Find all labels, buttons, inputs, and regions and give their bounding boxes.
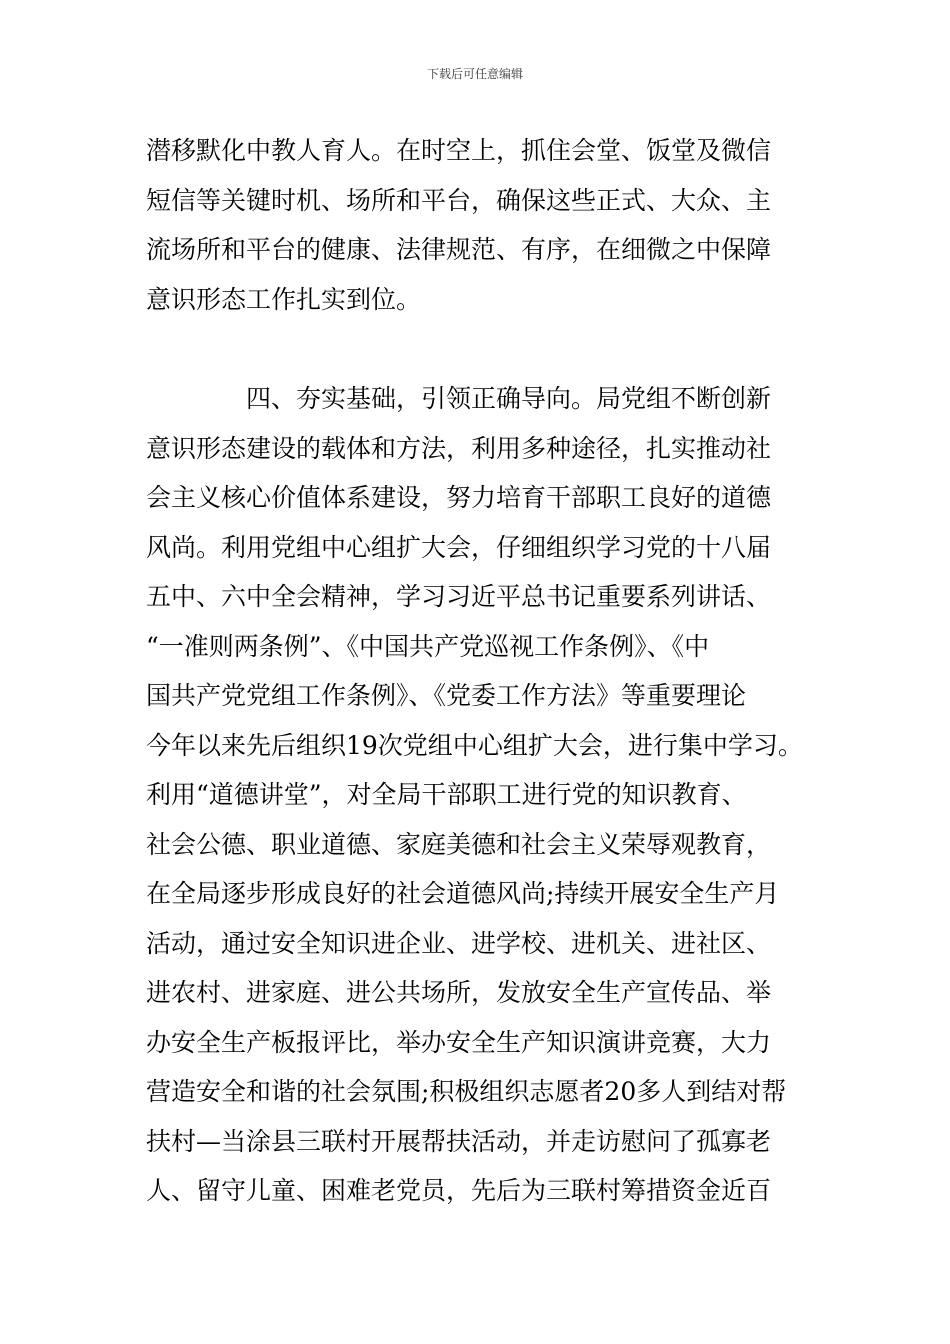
text-line: 今年以来先后组织19次党组中心组扩大会，进行集中学习。 [146,730,803,760]
text-line: 意识形态建设的载体和方法，利用多种途径，扎实推动社 [146,433,772,463]
text-line: 国共产党党组工作条例》、《党委工作方法》等重要理论 [146,681,747,710]
text-line: 营造安全和谐的社会氛围;积极组织志愿者20多人到结对帮 [146,1077,787,1106]
text-line: 五中、六中全会精神，学习习近平总书记重要系列讲话、 [146,582,772,611]
text-line: 流场所和平台的健康、法律规范、有序，在细微之中保障 [146,235,772,264]
text-line: 利用“道德讲堂”，对全局干部职工进行党的知识教育、 [146,780,747,809]
text-line: 活动，通过安全知识进企业、进学校、进机关、进社区、 [146,928,772,958]
text-line: 社会公德、职业道德、家庭美德和社会主义荣辱观教育， [146,829,772,859]
text-line: 意识形态工作扎实到位。 [146,284,422,314]
text-line: 短信等关键时机、场所和平台，确保这些正式、大众、主 [146,185,772,215]
text-line: 人、留守儿童、困难老党员，先后为三联村筹措资金近百 [146,1176,772,1205]
text-line: 办安全生产板报评比，举办安全生产知识演讲竞赛，大力 [146,1027,772,1057]
text-line: 扶村—当涂县三联村开展帮扶活动，并走访慰问了孤寡老 [146,1126,772,1156]
text-line: 在全局逐步形成良好的社会道德风尚;持续开展安全生产月 [146,879,780,908]
header-note: 下载后可任意编辑 [426,67,523,81]
text-line: 会主义核心价值体系建设，努力培育干部职工良好的道德 [146,483,772,512]
paragraph-1 [146,126,826,324]
text-line: 进农村、进家庭、进公共场所，发放安全生产宣传品、举 [146,978,772,1007]
text-line-indented: 四、夯实基础，引领正确导向。局党组不断创新 [246,384,772,413]
paragraph-2 [146,374,826,1216]
text-line: 风尚。利用党组中心组扩大会，仔细组织学习党的十八届 [146,532,772,562]
text-line: “一准则两条例”、《中国共产党巡视工作条例》、《中 [146,631,710,661]
text-line: 潜移默化中教人育人。在时空上，抓住会堂、饭堂及微信 [146,136,772,165]
